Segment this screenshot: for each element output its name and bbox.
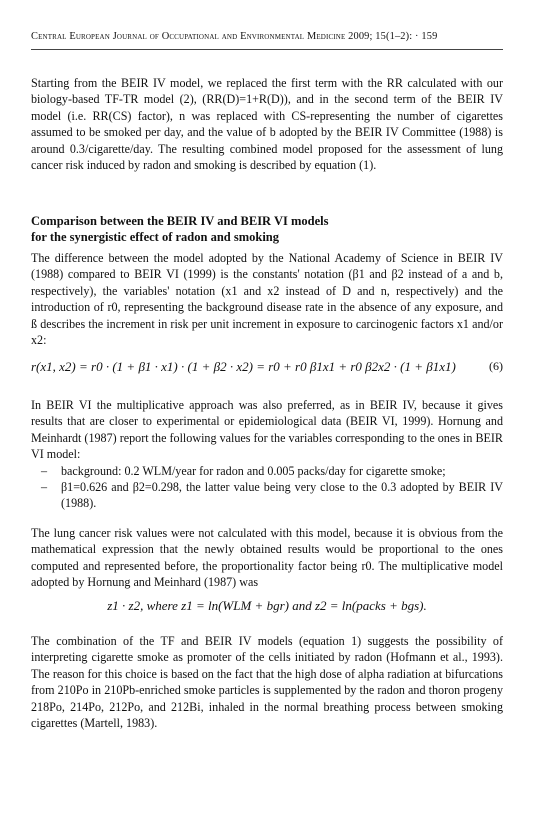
equation-z	[31, 598, 503, 614]
paragraph-combination	[31, 633, 503, 731]
list-item: – background: 0.2 WLM/year for radon and 0.005 packs/day for cigarette smoke;	[41, 463, 446, 478]
journal-name: Central European Journal of Occupational and Environmental Medicine	[31, 31, 346, 42]
paragraph-intro	[31, 75, 503, 173]
value-list	[31, 463, 503, 512]
equation-6	[31, 359, 503, 375]
paragraph-text: The lung cancer risk values were not calculated with this model, because it is obvious from the mathematical expression that the newly obtained results would be proportional to the ones computed and represented before, the proportionality factor being r0. The multiplicative model adopted by Hornung and Meinhard (1987) was	[31, 526, 503, 590]
running-header	[31, 31, 503, 42]
section-heading-line2: for the synergistic effect of radon and smoking	[31, 230, 280, 245]
paragraph-difference	[31, 250, 503, 348]
header-rule	[31, 49, 503, 50]
paragraph-beir-vi	[31, 397, 503, 512]
paragraph-text: Starting from the BEIR IV model, we replaced the first term with the RR calculated with our biology-based TF-TR model (2), (RR(D)=1+R(D)), and in the second term of the BEIR IV model (i.e. RR(CS) factor), n was replaced with CS-representing the number of cigarettes assumed to be smoked per day, and the value of b adopted by the BEIR IV Committee (1988) is around 0.3/cigarette/day. The resulting combined model proposed for the assessment of lung cancer risk induced by radon and smoking is described by equation (1).	[31, 76, 503, 173]
paragraph-text: In BEIR VI the multiplicative approach was also preferred, as in BEIR IV, because it gives results that are closer to experimental or epidemiological data (BEIR VI, 1999). Hornung and Meinhardt (1987) report the following values for the variables corresponding to the ones in BEIR VI model:	[31, 398, 503, 462]
paragraph-text: The combination of the TF and BEIR IV models (equation 1) suggests the possibility of interpreting cigarette smoke as promoter of the cells initiated by radon (Hofmann et al., 1993). The reason for this choice is based on the fact that the high dose of alpha radiation at bifurcations from 210Po in 210Pb-enriched smoke particles is supplemented by the radon and thoron progeny 218Po, 214Po, 212Po, and 212Bi, inhaled in the normal breathing process between smoking cigarettes (Martell, 1983).	[31, 634, 503, 731]
equation-body: r(x1, x2) = r0 · (1 + β1 · x1) · (1 + β2 · x2) = r0 + r0 β1x1 + r0 β2x2 · (1 + β1x1)	[31, 359, 456, 374]
equation-body: z1 · z2, where z1 = ln(WLM + bgr) and z2 = ln(packs + bgs).	[107, 598, 427, 613]
citation: 2009; 15(1–2): · 159	[348, 31, 438, 42]
list-item: – β1=0.626 and β2=0.298, the latter value being very close to the 0.3 adopted by BEIR IV (1988).	[41, 480, 503, 511]
paragraph-text: The difference between the model adopted by the National Academy of Science in BEIR IV (1988) compared to BEIR VI (1999) is the constants' notation (β1 and β2 instead of a and b, respectively), the variables' notation (x1 and x2 instead of D and n, respectively) and the introduction of r0, representing the background disease rate in the absence of any exposure, and ß describes the increment in risk per unit increment in exposure to carcinogenic factors x1 and/or x2:	[31, 251, 503, 348]
equation-number: (6)	[489, 359, 503, 373]
section-heading	[31, 213, 503, 246]
paragraph-proportional	[31, 525, 503, 591]
section-heading-line1: Comparison between the BEIR IV and BEIR VI models	[31, 214, 329, 228]
